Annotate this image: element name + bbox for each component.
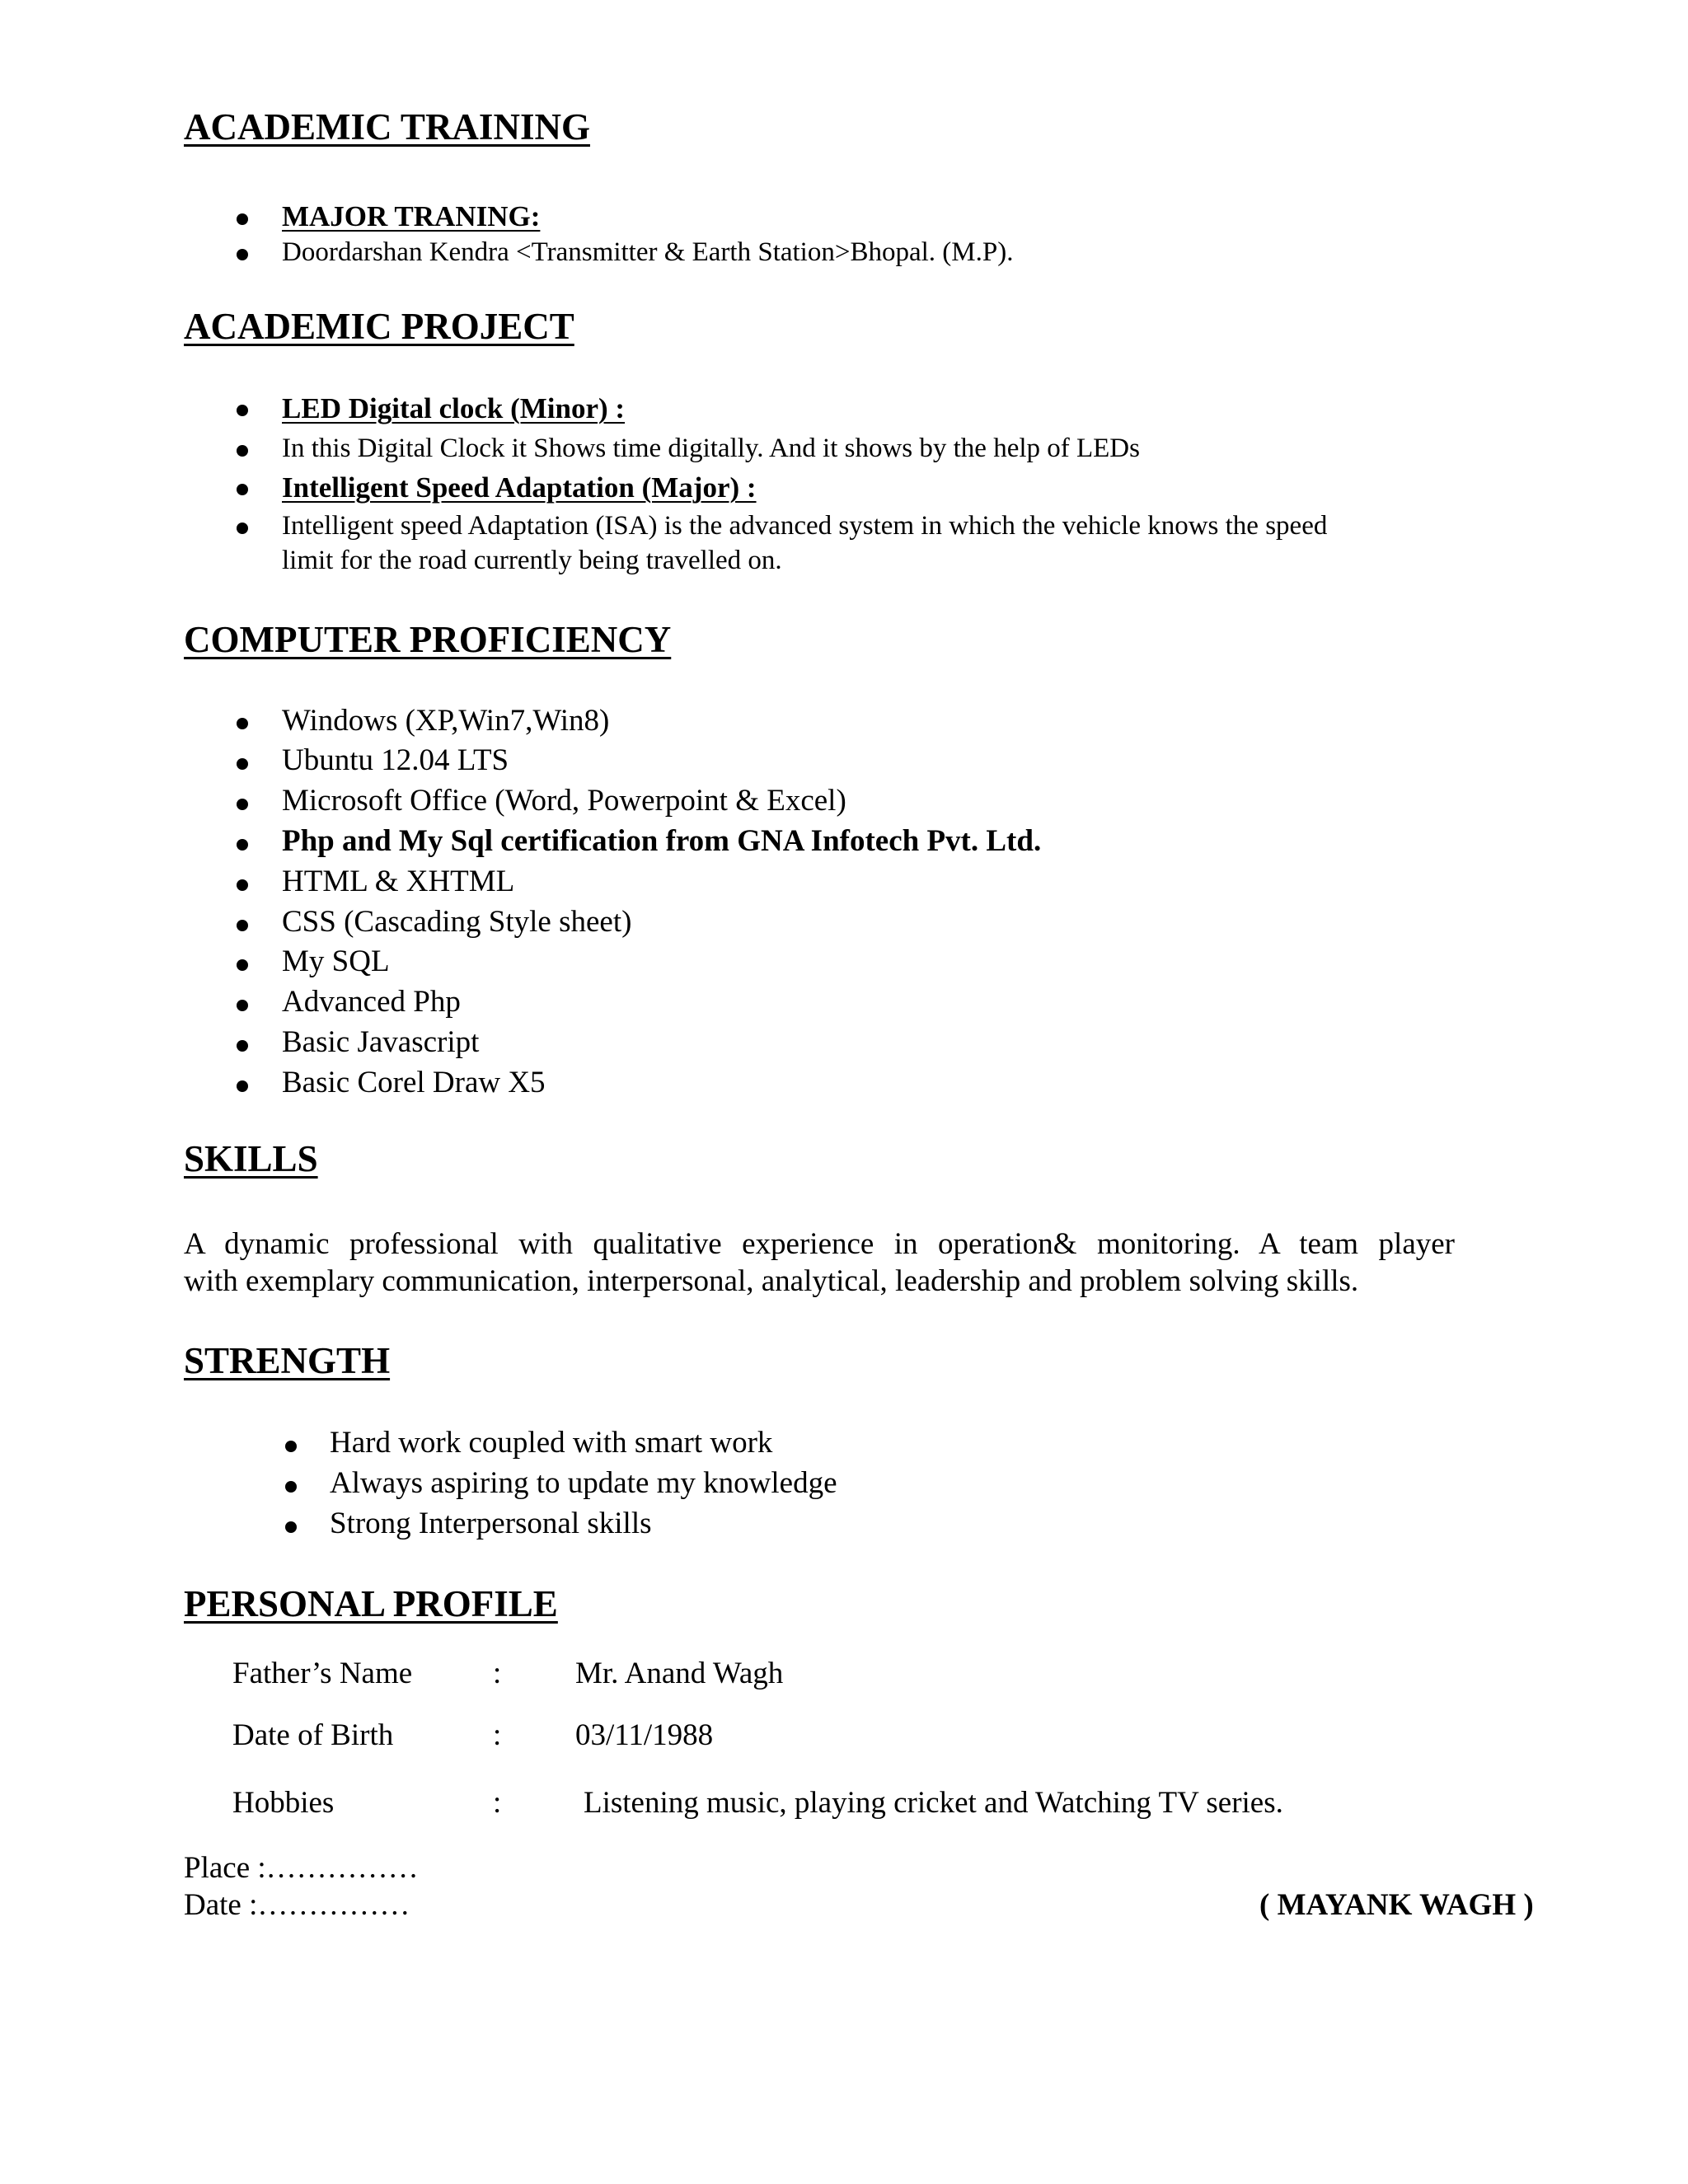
major-project-description-line2: limit for the road currently being travelled on. bbox=[282, 546, 782, 575]
profile-value-hobbies: Listening music, playing cricket and Watching TV series. bbox=[584, 1786, 1283, 1820]
bullet-icon bbox=[237, 1000, 248, 1011]
bullet-icon bbox=[237, 959, 248, 971]
bullet-icon bbox=[237, 839, 248, 851]
proficiency-item: My SQL bbox=[282, 944, 390, 978]
strength-item: Hard work coupled with smart work bbox=[330, 1426, 773, 1460]
place-field: Place :…………… bbox=[184, 1851, 419, 1885]
date-field: Date :…………… bbox=[184, 1888, 410, 1922]
skills-heading: SKILLS bbox=[184, 1138, 318, 1179]
skills-line-2: with exemplary communication, interpersonal, analytical, leadership and problem solving skills. bbox=[184, 1264, 1359, 1298]
proficiency-item: Basic Javascript bbox=[282, 1025, 480, 1059]
bullet-icon bbox=[237, 1040, 248, 1052]
bullet-icon bbox=[237, 213, 248, 225]
proficiency-item: Basic Corel Draw X5 bbox=[282, 1066, 546, 1099]
profile-value-fathers-name: Mr. Anand Wagh bbox=[575, 1657, 784, 1690]
proficiency-item-certification: Php and My Sql certification from GNA Infotech Pvt. Ltd. bbox=[282, 824, 1042, 858]
skills-line-1: A dynamic professional with qualitative experience in operation& monitoring. A team player bbox=[184, 1227, 1455, 1261]
bullet-icon bbox=[285, 1441, 297, 1452]
personal-profile-heading: PERSONAL PROFILE bbox=[184, 1583, 558, 1624]
bullet-icon bbox=[237, 484, 248, 495]
proficiency-item: Advanced Php bbox=[282, 985, 461, 1019]
bullet-icon bbox=[237, 249, 248, 260]
profile-label-fathers-name: Father’s Name bbox=[232, 1657, 413, 1690]
signature-name: ( MAYANK WAGH ) bbox=[1259, 1888, 1534, 1922]
bullet-icon bbox=[237, 758, 248, 770]
strength-item: Always aspiring to update my knowledge bbox=[330, 1466, 837, 1500]
bullet-icon bbox=[285, 1521, 297, 1533]
proficiency-item: CSS (Cascading Style sheet) bbox=[282, 905, 632, 939]
bullet-icon bbox=[237, 799, 248, 810]
minor-project-title: LED Digital clock (Minor) : bbox=[282, 392, 626, 424]
profile-value-date-of-birth: 03/11/1988 bbox=[575, 1718, 714, 1752]
strength-item: Strong Interpersonal skills bbox=[330, 1507, 652, 1540]
profile-separator: : bbox=[493, 1786, 502, 1820]
bullet-icon bbox=[237, 920, 248, 931]
profile-separator: : bbox=[493, 1718, 502, 1752]
bullet-icon bbox=[237, 1080, 248, 1092]
proficiency-item: Microsoft Office (Word, Powerpoint & Excel) bbox=[282, 784, 846, 818]
academic-project-heading: ACADEMIC PROJECT bbox=[184, 306, 574, 347]
minor-project-description: In this Digital Clock it Shows time digitally. And it shows by the help of LEDs bbox=[282, 434, 1140, 463]
proficiency-item: Windows (XP,Win7,Win8) bbox=[282, 704, 610, 738]
major-project-description-line1: Intelligent speed Adaptation (ISA) is the advanced system in which the vehicle knows the speed bbox=[282, 511, 1328, 541]
major-training-label: MAJOR TRANING: bbox=[282, 200, 541, 232]
bullet-icon bbox=[237, 879, 248, 891]
bullet-icon bbox=[237, 405, 248, 416]
major-project-title: Intelligent Speed Adaptation (Major) : bbox=[282, 471, 757, 504]
bullet-icon bbox=[237, 445, 248, 457]
bullet-icon bbox=[285, 1481, 297, 1493]
strength-heading: STRENGTH bbox=[184, 1340, 391, 1381]
profile-separator: : bbox=[493, 1657, 502, 1690]
academic-training-heading: ACADEMIC TRAINING bbox=[184, 106, 590, 148]
major-training-detail: Doordarshan Kendra <Transmitter & Earth Station>Bhopal. (M.P). bbox=[282, 237, 1014, 267]
bullet-icon bbox=[237, 718, 248, 729]
proficiency-item: HTML & XHTML bbox=[282, 865, 515, 898]
profile-label-hobbies: Hobbies bbox=[232, 1786, 335, 1820]
proficiency-item: Ubuntu 12.04 LTS bbox=[282, 743, 509, 777]
profile-label-date-of-birth: Date of Birth bbox=[232, 1718, 394, 1752]
bullet-icon bbox=[237, 523, 248, 534]
computer-proficiency-heading: COMPUTER PROFICIENCY bbox=[184, 619, 672, 660]
